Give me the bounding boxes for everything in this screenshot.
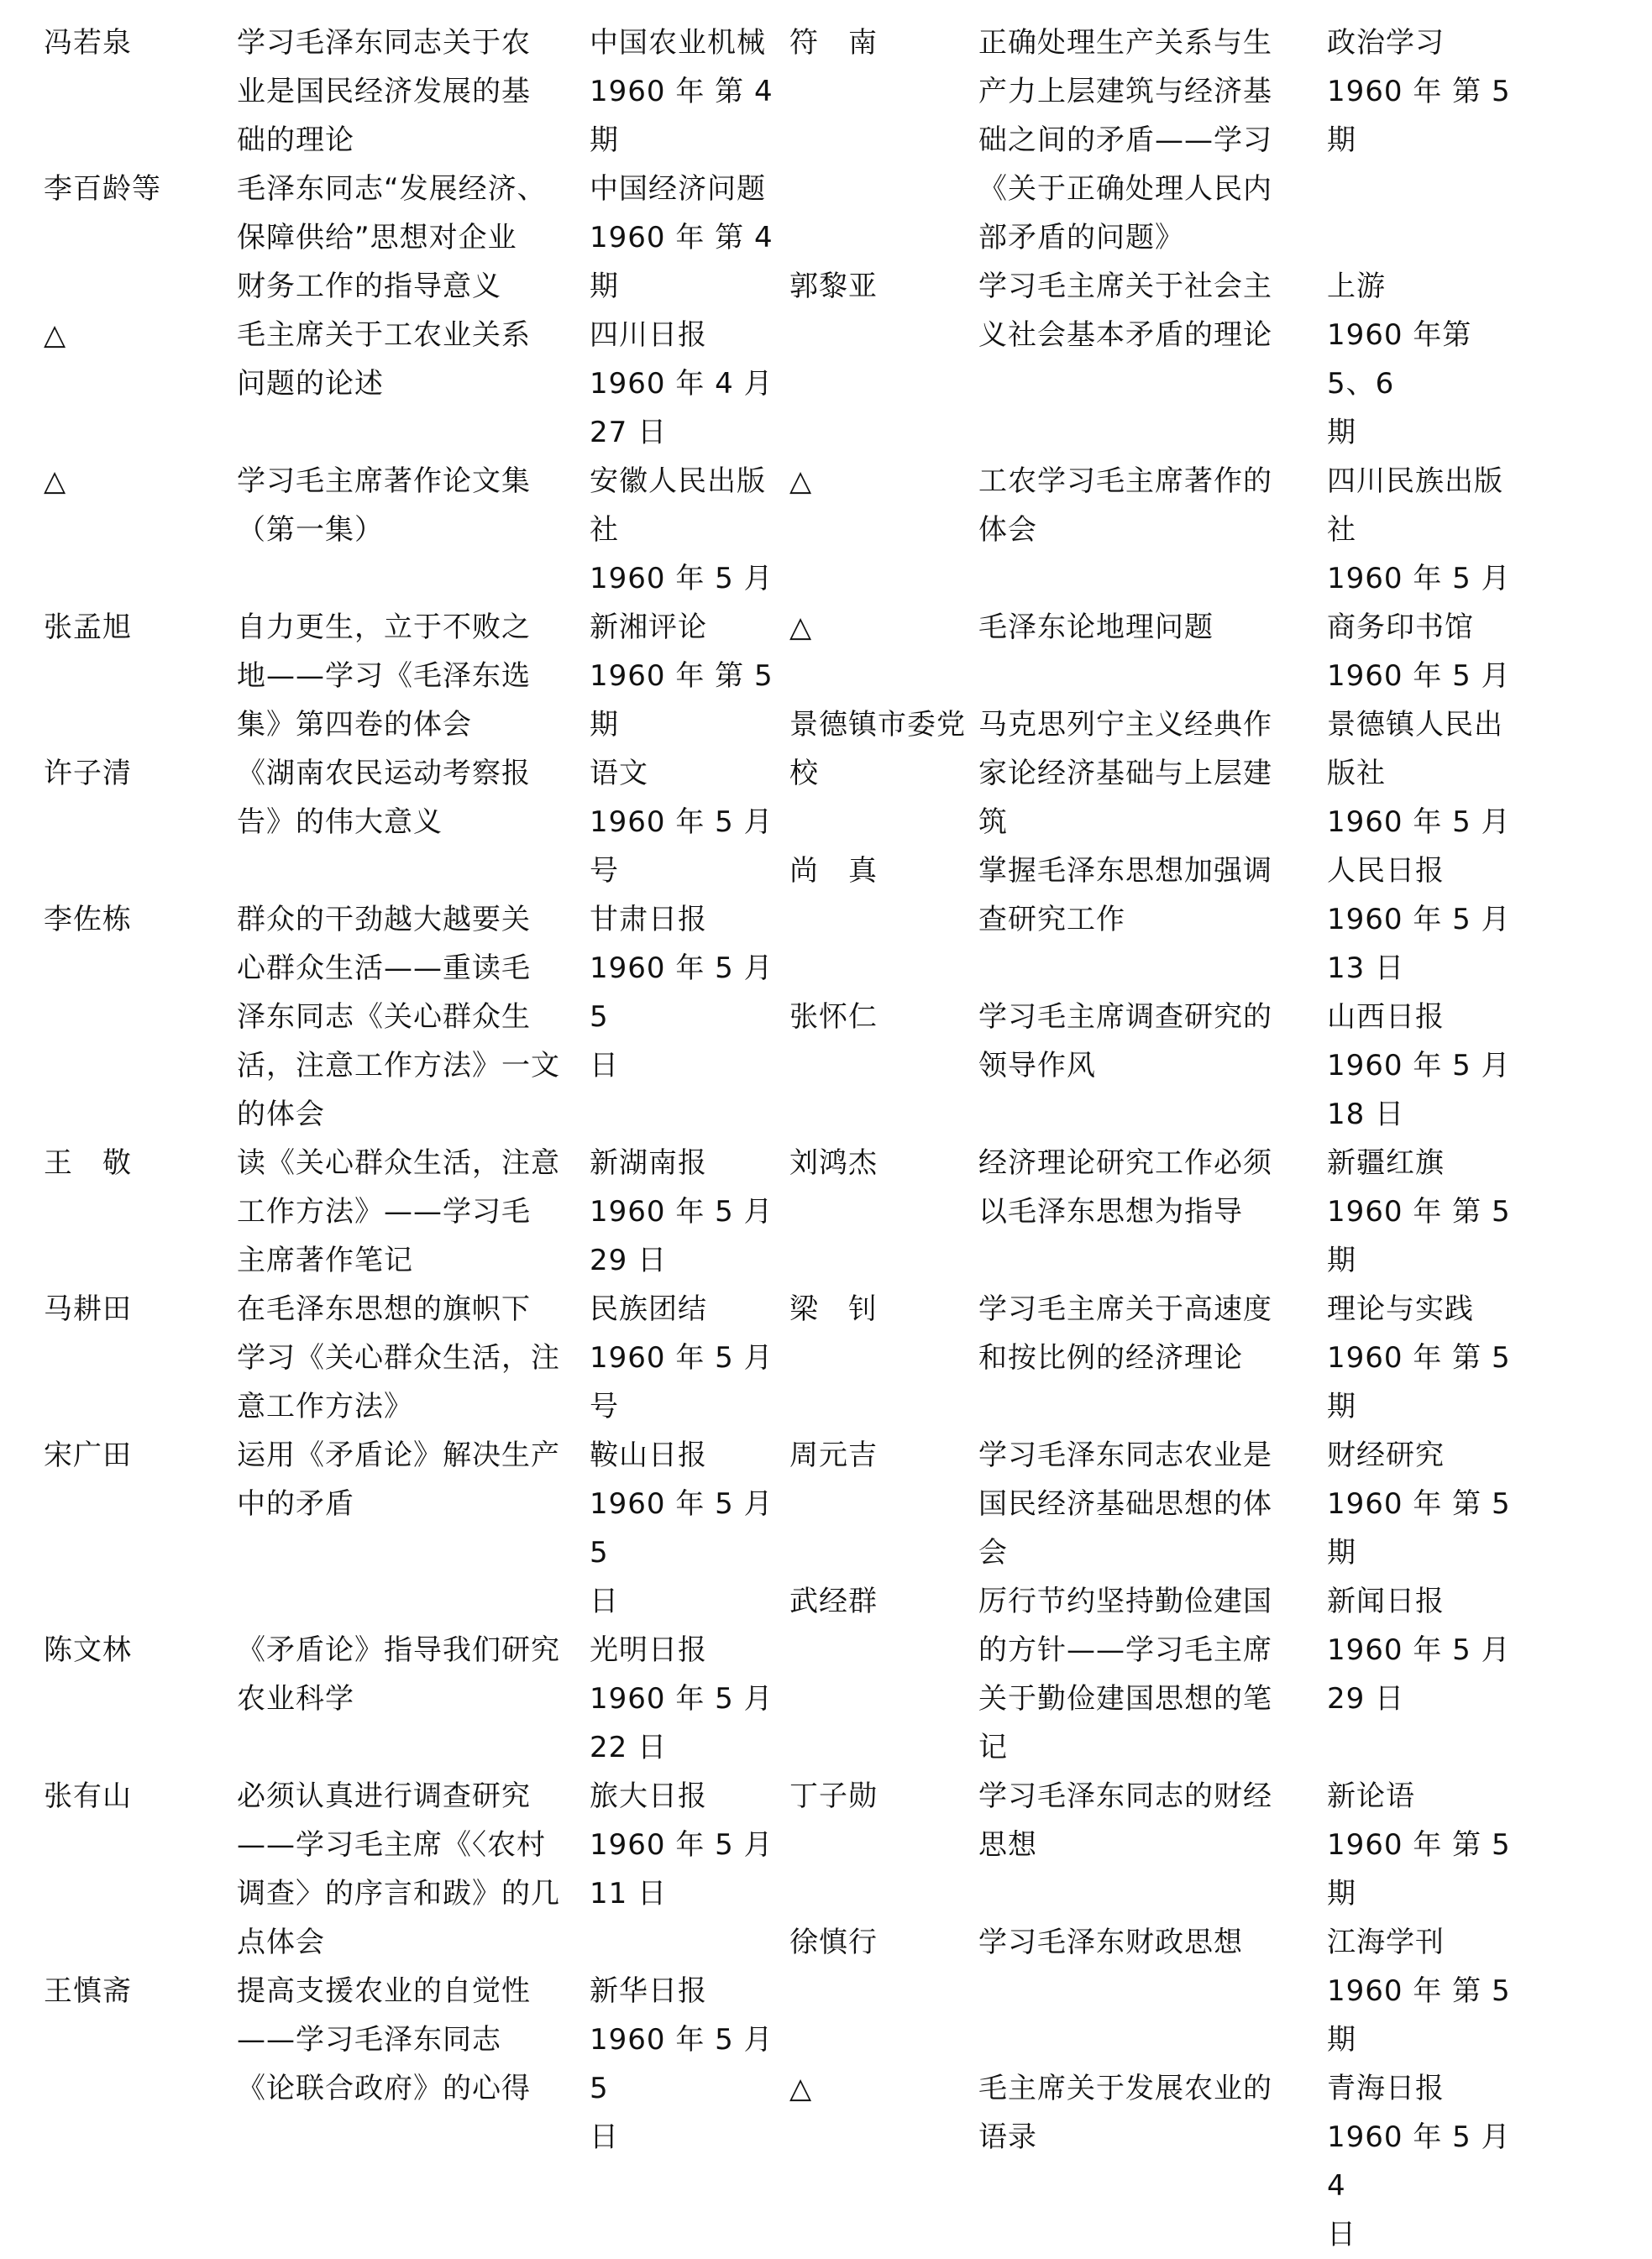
source-line: 18 日 [1327, 1098, 1405, 1131]
title-line: 语录 [978, 2120, 1037, 2154]
entry-title [237, 1139, 573, 1285]
title-line: 《矛盾论》指导我们研究 [237, 1633, 560, 1667]
source-line: 1960 年 第 5 [1327, 1974, 1511, 2008]
entry-author: 张怀仁 [789, 1000, 878, 1034]
title-line: 提高支援农业的自觉性 [237, 1974, 531, 2008]
source-line: 商务印书馆 [1327, 611, 1474, 644]
title-line: 在毛泽东思想的旗帜下 [237, 1292, 531, 1326]
source-line: 1960 年 5 月 5 [590, 2023, 774, 2105]
source-line: 27 日 [590, 416, 668, 449]
title-line: 保障供给”思想对企业 [237, 221, 517, 254]
entry-author: 武经群 [789, 1585, 878, 1618]
source-line: 政治学习 [1327, 26, 1445, 60]
title-line: 心群众生活——重读毛 [237, 951, 531, 985]
source-line: 日 [590, 1049, 619, 1082]
entry-source [1327, 2064, 1529, 2259]
title-line: 活，注意工作方法》一文 [237, 1049, 560, 1082]
bibliography-entry [789, 1431, 1629, 1577]
entry-author: 周元吉 [789, 1439, 878, 1472]
bibliography-entry [44, 457, 800, 603]
title-line: 以毛泽东思想为指导 [978, 1195, 1243, 1229]
entry-source [590, 165, 791, 311]
bibliography-entry [789, 2064, 1629, 2259]
source-line: 鞍山日报 [590, 1439, 707, 1472]
title-line: 问题的论述 [237, 367, 384, 401]
title-line: 主席著作笔记 [237, 1244, 413, 1277]
title-line: 马克思列宁主义经典作 [978, 708, 1272, 742]
title-line: 义社会基本矛盾的理论 [978, 318, 1272, 352]
source-line: 期 [1327, 1390, 1356, 1423]
source-line: 11 日 [590, 1877, 668, 1910]
source-line: 1960 年 5 月 [590, 1828, 774, 1862]
source-line: 日 [590, 2120, 619, 2154]
source-line: 期 [1327, 1244, 1356, 1277]
source-line: 期 [1327, 1877, 1356, 1910]
source-line: 1960 年 5 月 [590, 1195, 774, 1229]
bibliography-entry [44, 1139, 800, 1285]
source-line: 1960 年 第 4 [590, 75, 774, 108]
entry-title [978, 603, 1310, 652]
entry-title [978, 2064, 1310, 2162]
entry-source [590, 311, 791, 457]
title-line: 筑 [978, 805, 1008, 839]
entry-title [978, 1285, 1310, 1382]
entry-title [237, 1626, 573, 1723]
source-line: 22 日 [590, 1731, 668, 1764]
title-line: 泽东同志《关心群众生 [237, 1000, 531, 1034]
title-line: 学习毛泽东同志农业是 [978, 1439, 1272, 1472]
source-line: 日 [590, 1585, 619, 1618]
title-line: 群众的干劲越大越要关 [237, 903, 531, 936]
source-line: 1960 年 第 5 [1327, 1341, 1511, 1375]
source-line: 1960 年 第 5 [1327, 1828, 1511, 1862]
entry-title [237, 1431, 573, 1528]
right-column [789, 18, 1629, 2259]
title-line: 学习毛泽东同志关于农 [237, 26, 531, 60]
title-line: 学习毛主席关于社会主 [978, 270, 1272, 303]
source-line: 理论与实践 [1327, 1292, 1474, 1326]
entry-source [590, 1431, 791, 1626]
entry-source [590, 1139, 791, 1285]
source-line: 安徽人民出版 [590, 464, 766, 498]
source-line: 1960 年 第 5 [1327, 1487, 1511, 1521]
title-line: 和按比例的经济理论 [978, 1341, 1243, 1375]
title-line: 《关于正确处理人民内 [978, 172, 1272, 206]
title-line: 学习毛泽东财政思想 [978, 1926, 1243, 1959]
source-line: 上游 [1327, 270, 1386, 303]
source-line: 旅大日报 [590, 1779, 707, 1813]
entry-source [1327, 1431, 1529, 1577]
source-line: 期 [590, 708, 619, 742]
source-line: 新湖南报 [590, 1146, 707, 1180]
title-line: 工作方法》——学习毛 [237, 1195, 531, 1229]
entry-source [1327, 700, 1529, 846]
entry-author: 徐慎行 [789, 1926, 878, 1959]
title-line: 经济理论研究工作必须 [978, 1146, 1272, 1180]
entry-author: 王慎斋 [44, 1974, 132, 2008]
source-line: 江海学刊 [1327, 1926, 1445, 1959]
source-line: 新闻日报 [1327, 1585, 1445, 1618]
entry-source [590, 749, 791, 895]
entry-title [978, 1431, 1310, 1577]
entry-author: △ [789, 611, 813, 644]
title-line: 《论联合政府》的心得 [237, 2072, 531, 2105]
source-line: 1960 年 5 月 [1327, 659, 1511, 693]
bibliography-entry [44, 1626, 800, 1772]
entry-author: 李佐栋 [44, 903, 132, 936]
entry-source [590, 457, 791, 603]
title-line: 正确处理生产关系与生 [978, 26, 1272, 60]
source-line: 1960 年 第 5 [1327, 75, 1511, 108]
source-line: 新湘评论 [590, 611, 707, 644]
bibliography-entry [44, 165, 800, 311]
entry-author: 陈文林 [44, 1633, 132, 1667]
entry-source [1327, 993, 1529, 1139]
title-line: 础的理论 [237, 123, 354, 157]
entry-title [978, 1139, 1310, 1236]
source-line: 1960 年 5 月 4 [1327, 2120, 1511, 2203]
title-line: 会 [978, 1536, 1008, 1570]
source-line: 13 日 [1327, 951, 1405, 985]
entry-source [590, 18, 791, 165]
bibliography-entry [789, 1285, 1629, 1431]
entry-source [1327, 1139, 1529, 1285]
title-line: 厉行节约坚持勤俭建国 [978, 1585, 1272, 1618]
entry-source [1327, 1285, 1529, 1431]
title-line: 告》的伟大意义 [237, 805, 443, 839]
source-line: 1960 年 5 月 [590, 1682, 774, 1716]
entry-title [237, 895, 573, 1139]
bibliography-entry [789, 1577, 1629, 1772]
title-line: 调查〉的序言和跋》的几 [237, 1877, 560, 1910]
entry-source [1327, 18, 1529, 165]
title-line: 产力上层建筑与经济基 [978, 75, 1272, 108]
entry-title [237, 457, 573, 554]
title-line: 中的矛盾 [237, 1487, 354, 1521]
entry-title [978, 457, 1310, 554]
title-line: 读《关心群众生活，注意 [237, 1146, 560, 1180]
entry-title [978, 262, 1310, 359]
source-line: 1960 年 第 4 [590, 221, 774, 254]
source-line: 四川民族出版 [1327, 464, 1503, 498]
source-line: 1960 年 5 月 [590, 1341, 774, 1375]
source-line: 1960 年 5 月 [590, 805, 774, 839]
entry-author: 李百龄等 [44, 172, 161, 206]
bibliography-entry [44, 1285, 800, 1431]
bibliography-entry [789, 457, 1629, 603]
source-line: 期 [1327, 1536, 1356, 1570]
title-line: 关于勤俭建国思想的笔 [978, 1682, 1272, 1716]
entry-author: 丁子勋 [789, 1779, 878, 1813]
bibliography-entry [44, 1772, 800, 1967]
entry-author: 冯若泉 [44, 26, 132, 60]
entry-title [237, 165, 573, 311]
entry-source [590, 1967, 791, 2162]
bibliography-entry [789, 1139, 1629, 1285]
bibliography-entry [44, 311, 800, 457]
title-line: 集》第四卷的体会 [237, 708, 472, 742]
entry-title [978, 18, 1310, 262]
source-line: 新论语 [1327, 1779, 1415, 1813]
source-line: 语文 [590, 757, 648, 790]
title-line: 领导作风 [978, 1049, 1096, 1082]
title-line: 的体会 [237, 1098, 325, 1131]
entry-source [590, 1626, 791, 1772]
entry-title [237, 1285, 573, 1431]
source-line: 29 日 [1327, 1682, 1405, 1716]
entry-title [978, 700, 1310, 846]
entry-author: 景德镇市委党校 [789, 708, 966, 790]
source-line: 版社 [1327, 757, 1386, 790]
source-line: 号 [590, 1390, 619, 1423]
title-line: 自力更生，立于不败之 [237, 611, 531, 644]
title-line: 意工作方法》 [237, 1390, 413, 1423]
source-line: 1960 年 5 月 [1327, 1049, 1511, 1082]
entry-source [1327, 262, 1529, 457]
entry-author: △ [789, 464, 813, 498]
source-line: 1960 年 第 5 [590, 659, 774, 693]
entry-source [590, 603, 791, 749]
entry-source [1327, 1772, 1529, 1918]
source-line: 期 [1327, 2023, 1356, 2057]
title-line: 学习毛主席关于高速度 [978, 1292, 1272, 1326]
entry-author: 张孟旭 [44, 611, 132, 644]
source-line: 期 [1327, 416, 1356, 449]
source-line: 1960 年 第 5 [1327, 1195, 1511, 1229]
entry-author: 尚 真 [789, 854, 878, 888]
source-line: 1960 年 5 月 5 [590, 1487, 774, 1570]
title-line: 毛主席关于工农业关系 [237, 318, 531, 352]
source-line: 1960 年 5 月 5 [590, 951, 774, 1034]
title-line: 学习毛主席调查研究的 [978, 1000, 1272, 1034]
source-line: 中国农业机械 [590, 26, 766, 60]
bibliography-entry [44, 18, 800, 165]
source-line: 1960 年 5 月 [590, 562, 774, 595]
title-line: 运用《矛盾论》解决生产 [237, 1439, 560, 1472]
source-line: 期 [1327, 123, 1356, 157]
title-line: 毛泽东同志“发展经济、 [237, 172, 547, 206]
entry-author: △ [44, 318, 67, 352]
source-line: 青海日报 [1327, 2072, 1445, 2105]
bibliography-entry [789, 993, 1629, 1139]
entry-title [237, 749, 573, 846]
bibliography-entry [789, 1918, 1629, 2064]
entry-source [1327, 1918, 1529, 2064]
entry-author: 符 南 [789, 26, 878, 60]
entry-author: 宋广田 [44, 1439, 132, 1472]
title-line: 记 [978, 1731, 1008, 1764]
source-line: 山西日报 [1327, 1000, 1445, 1034]
entry-author: 刘鸿杰 [789, 1146, 878, 1180]
source-line: 号 [590, 854, 619, 888]
entry-author: △ [44, 464, 67, 498]
entry-author: 梁 钊 [789, 1292, 878, 1326]
source-line: 1960 年第 5、6 [1327, 318, 1472, 401]
entry-source [1327, 603, 1529, 700]
entry-source [590, 895, 791, 1090]
bibliography-entry [789, 700, 1629, 846]
left-column [44, 18, 800, 2162]
source-line: 期 [590, 270, 619, 303]
entry-source [590, 1285, 791, 1431]
entry-author: 王 敬 [44, 1146, 132, 1180]
bibliography-entry [789, 1772, 1629, 1918]
title-line: 体会 [978, 513, 1037, 547]
bibliography-entry [789, 18, 1629, 262]
title-line: 农业科学 [237, 1682, 354, 1716]
entry-title [237, 1967, 573, 2113]
title-line: 业是国民经济发展的基 [237, 75, 531, 108]
title-line: 家论经济基础与上层建 [978, 757, 1272, 790]
source-line: 1960 年 5 月 [1327, 562, 1511, 595]
title-line: 部矛盾的问题》 [978, 221, 1184, 254]
entry-author: △ [789, 2072, 813, 2105]
source-line: 期 [590, 123, 619, 157]
title-line: 学习《关心群众生活，注 [237, 1341, 560, 1375]
source-line: 1960 年 4 月 [590, 367, 774, 401]
entry-author: 许子清 [44, 757, 132, 790]
source-line: 中国经济问题 [590, 172, 766, 206]
entry-title [237, 1772, 573, 1967]
source-line: 甘肃日报 [590, 903, 707, 936]
entry-author: 马耕田 [44, 1292, 132, 1326]
source-line: 人民日报 [1327, 854, 1445, 888]
title-line: 掌握毛泽东思想加强调 [978, 854, 1272, 888]
entry-source [1327, 457, 1529, 603]
bibliography-entry [44, 1967, 800, 2162]
title-line: 必须认真进行调查研究 [237, 1779, 531, 1813]
entry-source [1327, 846, 1529, 993]
title-line: 础之间的矛盾——学习 [978, 123, 1272, 157]
source-line: 1960 年 5 月 [1327, 805, 1511, 839]
source-line: 社 [590, 513, 619, 547]
source-line: 日 [1327, 2218, 1356, 2251]
title-line: ——学习毛主席《〈农村 [237, 1828, 546, 1862]
entry-source [590, 1772, 791, 1918]
entry-author: 张有山 [44, 1779, 132, 1813]
entry-title [978, 993, 1310, 1090]
title-line: 《湖南农民运动考察报 [237, 757, 531, 790]
entry-title [237, 311, 573, 408]
source-line: 四川日报 [590, 318, 707, 352]
title-line: 学习毛泽东同志的财经 [978, 1779, 1272, 1813]
entry-title [978, 846, 1310, 944]
source-line: 新华日报 [590, 1974, 707, 2008]
bibliography-entry [789, 603, 1629, 700]
entry-title [978, 1918, 1310, 1967]
entry-title [237, 603, 573, 749]
source-line: 1960 年 5 月 [1327, 1633, 1511, 1667]
bibliography-entry [789, 262, 1629, 457]
title-line: 毛主席关于发展农业的 [978, 2072, 1272, 2105]
title-line: 的方针——学习毛主席 [978, 1633, 1272, 1667]
title-line: 学习毛主席著作论文集 [237, 464, 531, 498]
title-line: ——学习毛泽东同志 [237, 2023, 501, 2057]
entry-source [1327, 1577, 1529, 1723]
bibliography-entry [44, 603, 800, 749]
title-line: 毛泽东论地理问题 [978, 611, 1214, 644]
title-line: 国民经济基础思想的体 [978, 1487, 1272, 1521]
entry-title [237, 18, 573, 165]
source-line: 景德镇人民出 [1327, 708, 1503, 742]
source-line: 光明日报 [590, 1633, 707, 1667]
title-line: 工农学习毛主席著作的 [978, 464, 1272, 498]
title-line: 财务工作的指导意义 [237, 270, 501, 303]
source-line: 社 [1327, 513, 1356, 547]
bibliography-entry [44, 749, 800, 895]
source-line: 29 日 [590, 1244, 668, 1277]
title-line: 思想 [978, 1828, 1037, 1862]
entry-author: 郭黎亚 [789, 270, 878, 303]
title-line: （第一集） [237, 513, 384, 547]
source-line: 新疆红旗 [1327, 1146, 1445, 1180]
source-line: 民族团结 [590, 1292, 707, 1326]
bibliography-entry [789, 846, 1629, 993]
entry-title [978, 1772, 1310, 1869]
title-line: 查研究工作 [978, 903, 1125, 936]
source-line: 1960 年 5 月 [1327, 903, 1511, 936]
bibliography-entry [44, 1431, 800, 1626]
title-line: 地——学习《毛泽东选 [237, 659, 531, 693]
title-line: 点体会 [237, 1926, 325, 1959]
entry-title [978, 1577, 1310, 1772]
source-line: 财经研究 [1327, 1439, 1445, 1472]
bibliography-entry [44, 895, 800, 1139]
